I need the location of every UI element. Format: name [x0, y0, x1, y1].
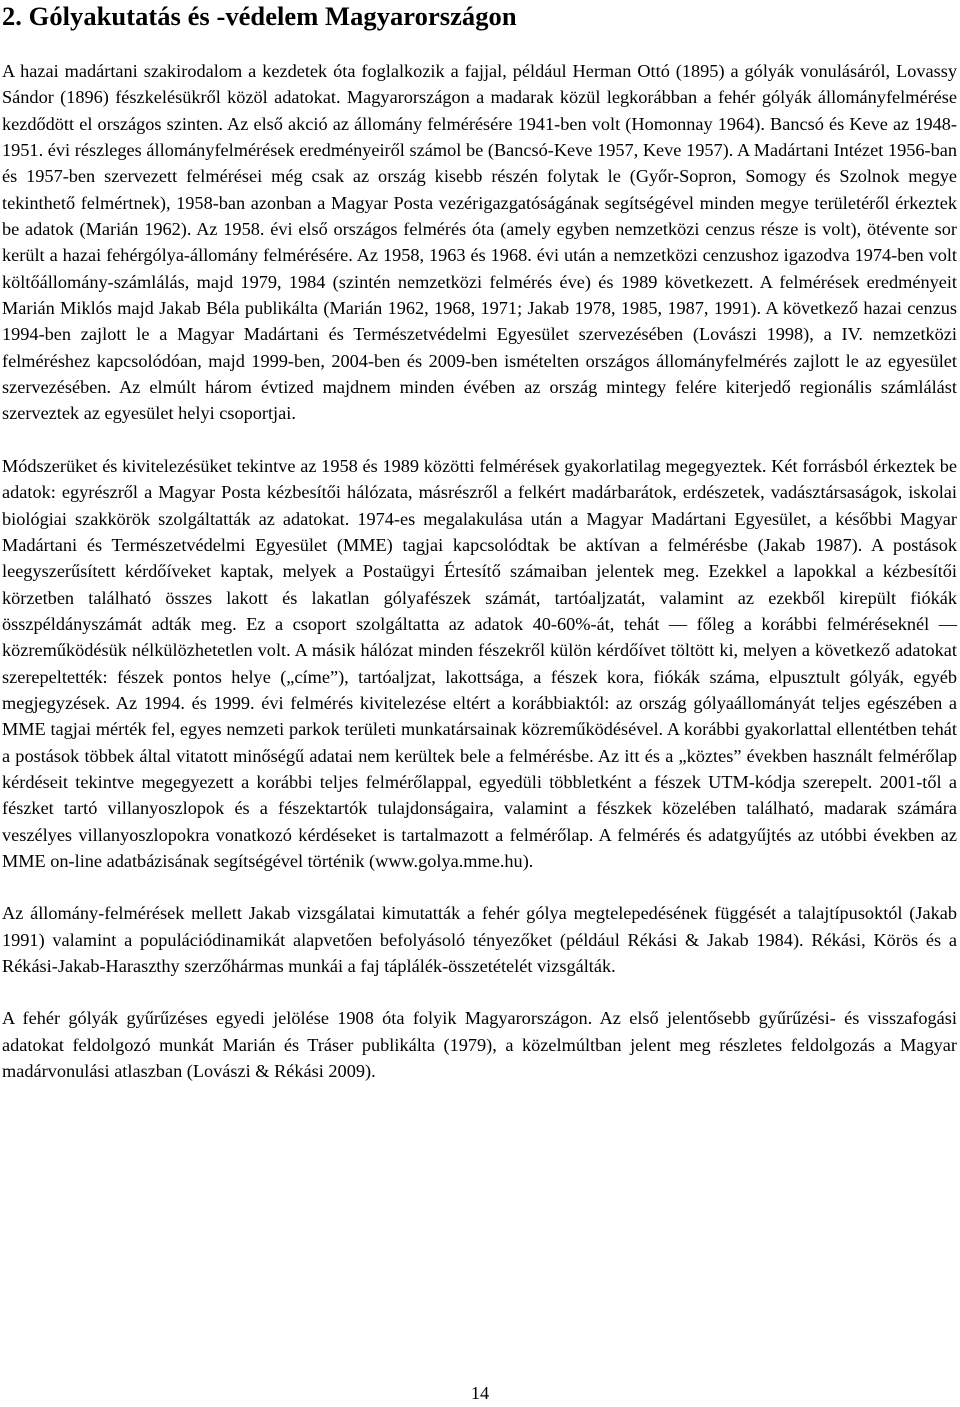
section-heading: 2. Gólyakutatás és -védelem Magyarországon — [2, 1, 517, 31]
paragraph-ringing: A fehér gólyák gyűrűzéses egyedi jelölése 1908 óta folyik Magyarországon. Az első jelentősebb gyűrűzési- és visszafogási adatokat feldolgozó munkát Marián és Tráser publikálta (1979), a közelmúltban jelent meg részletes feldolgozás a Magyar madárvonulási atlaszban (Lovászi & Rékási 2009). — [2, 1008, 957, 1082]
page-number: 14 — [470, 1383, 490, 1403]
body-text — [2, 58, 957, 1084]
paragraph-research: Az állomány-felmérések mellett Jakab vizsgálatai kimutatták a fehér gólya megtelepedésének függését a talajtípusoktól (Jakab 1991) valamint a populációdinamikát alapvetően befolyásoló tényezőket (például Rékási & Jakab 1984). Rékási, Körös és a Rékási-Jakab-Haraszthy szerzőhármas munkái a faj táplálék-összetételét vizsgálták. — [2, 903, 957, 976]
paragraph-history: A hazai madártani szakirodalom a kezdetek óta foglalkozik a fajjal, például Herman Ottó (1895) a gólyák vonulásáról, Lovassy Sándor (1896) fészkelésükről közöl adatokat. Magyarországon a madarak közül legkorábban a fehér gólyák állományfelmérése kezdődött el országos szinten. Az első akció az állomány felmérésére 1941-ben volt (Homonnay 1964). Bancsó és Keve az 1948-1951. évi részleges állományfelmérések eredményeiről számol be (Bancsó-Keve 1957, Keve 1957). A Madártani Intézet 1956-ban és 1957-ben szervezett felmérései még csak az ország kisebb részén folytak le (Győr-Sopron, Somogy és Szolnok megye tekinthető felmértnek), 1958-ban azonban a Magyar Posta vezérigazgatóságának segítségével minden megye területéről érkeztek be adatok (Marián 1962). Az 1958. évi első országos felmérés óta (amely egyben nemzetközi cenzus része is volt), ötévente sor került a hazai fehérgólya-állomány felmérésére. Az 1958, 1963 és 1968. évi után a nemzetközi cenzushoz igazodva 1974-ben volt költőállomány-számlálás, majd 1979, 1984 (szintén nemzetközi felmérés éve) és 1989 következett. A felmérések eredményeit Marián Miklós majd Jakab Béla publikálta (Marián 1962, 1968, 1971; Jakab 1978, 1985, 1987, 1991). A következő hazai cenzus 1994-ben zajlott le a Magyar Madártani és Természetvédelmi Egyesület szervezésében (Lovászi 1998), a IV. nemzetközi felméréshez kapcsolódóan, majd 1999-ben, 2004-ben és 2009-ben ismételten országos állományfelmérés zajlott le az egyesület szervezésében. Az elmúlt három évtized majdnem minden évében az ország mintegy felére kiterjedő regionális számlálást szerveztek az egyesület helyi csoportjai. — [2, 61, 957, 424]
paragraph-methods: Módszerüket és kivitelezésüket tekintve az 1958 és 1989 közötti felmérések gyakorlatilag megegyeztek. Két forrásból érkeztek be adatok: egyrészről a Magyar Posta kézbesítői hálózata, másrészről a felkért madárbarátok, erdészetek, vadásztársaságok, iskolai biológiai szakkörök szolgáltatták az adatokat. 1974-es megalakulása után a Magyar Madártani Egyesület, a későbbi Magyar Madártani és Természetvédelmi Egyesület (MME) tagjai kapcsolódtak be aktívan a felmérésbe (Jakab 1987). A postások leegyszerűsített kérdőíveket kaptak, melyek a Postaügyi Értesítő számaiban jelentek meg. Ezekkel a lapokkal a kézbesítői körzetben található összes lakott és lakatlan gólyafészek számát, tartóaljzatát, valamint az ezekből kirepült fiókák összpéldányszámát adták meg. Ez a csoport szolgáltatta az adatok 40-60%-át, tehát — főleg a korábbi felméréseknél — közreműködésük nélkülözhetetlen volt. A másik hálózat minden fészekről külön kérdőívet töltött ki, melyen a következő adatokat szerepeltették: fészek pontos helye („címe”), tartóaljzat, lakottsága, a fészek kora, fiókák száma, elpusztult gólyák, egyéb megjegyzések. Az 1994. és 1999. évi felmérés kivitelezése eltért a korábbiaktól: az ország gólyaállományát teljes egészében a MME tagjai mérték fel, egyes nemzeti parkok területi munkatársainak közreműködésével. A korábbi gyakorlattal ellentétben tehát a postások többek által vitatott minőségű adatai nem kerültek bele a felmérésbe. Az itt és a „köztes” években használt felmérőlap kérdéseit tekintve megegyezett a korábbi teljes felmérőlappal, egyedüli többletként a fészek UTM-kódja szerepelt. 2001-től a fészket tartó villanyoszlopok és a fészektartók tulajdonságaira, valamint a fészkek közelében található, madarak számára veszélyes villanyoszlopokra vonatkozó kérdéseket is tartalmazott a felmérőlap. A felmérés és adatgyűjtés az utóbbi években az MME on-line adatbázisának segítségével történik (www.golya.mme.hu). — [2, 455, 957, 871]
